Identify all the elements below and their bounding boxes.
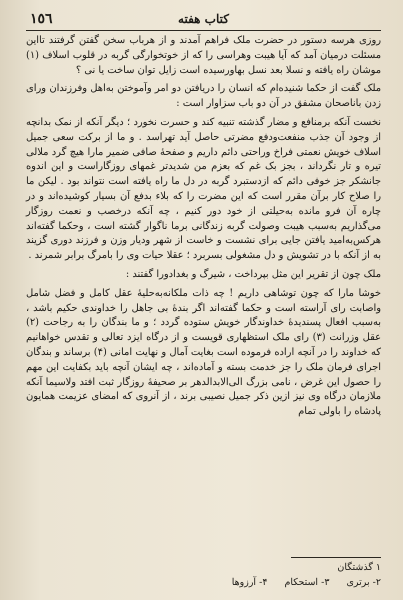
footnotes: [26, 557, 381, 590]
paragraph-1: روزی هرسه دستور در حضرت ملک فراهم آمدند و از هرباب سخن گفتن گرفتند تااین مسئلت درمیان آمد که آیا هیبت وهراسی را که از خوتخوارگی گربه در قلوب اسلاف (۱) موشان راه یافته و نسلا بعد نسل بهاورسیده است زایل توان ساخت یا نی ؟: [26, 35, 381, 76]
footnote-line-1: [26, 560, 381, 575]
page-header: [26, 10, 381, 31]
paragraph-3: نخست آنکه برمنافع و مضار گذشته تنبیه کند و حسرت نخورد ؛ دیگر آنکه از نمک بدانچه از وجود آن جذب منفعت‌ودفع مضرتی حاصل آید تهراسد . و ما از برکت سعی جمیل اسلاف خویش نعمتی فراخ وراحتی دائم داریم و صفحهٔ صافی ضمیر مارا هیچ گرد ملالی تیره و تار نگرداند ، بجز بک غم که بعزم من شدیدتر غمهای روزگاراست و این اندوه جانشکر جز خوفی دائم که ازدستبرد گربه در دل ما راه یافته است نتواند بود . لیکن ما را صلاح کار برآن مقرر است که این مضرت را که بلاء بدفع آن بسیار کوشیده‌اند و در چاره آن فرو مانده به‌حیلتی از خود دور کنیم ، چه آنکه درخصب و نعمت روزگار می‌گذاریم به‌سبب هیبت وصولت گربه زندگانی برما ناگوار گشته است ، وحکما گفته‌اند هرکس‌به‌امید یافتن جایی برای نشست و خاست از شهر ودیار وزن و فرزند دوری گزیند به از آنکه با در تشویش و دل مشغولی بسربرد ؛ عقلا حیات وی را بامرگ برابر شمرند .: [26, 116, 381, 262]
footnote-line-2: [26, 575, 381, 590]
footnote-1: ۱ گذشتگان: [337, 562, 381, 573]
page-number: ١٥٦: [30, 11, 53, 27]
footnote-4: ۴- آرزوها: [231, 577, 268, 588]
page-body: [26, 34, 381, 420]
paragraph-4: ملک چون از تقریر این مثل بپرداخت ، شیرگ و بغدادورا گفتند :: [125, 268, 381, 280]
running-title: کتاب هفته: [178, 12, 229, 26]
footnote-3: ۳- استحکام: [284, 577, 330, 588]
paragraph-2: ملک گفت از حکما شنیده‌ام که انسان را دریافتن دو امر وآموختن به‌اهل وفرزندان ورای زدن باناصحان مشفق در آن دو باب سزاوار است :: [26, 83, 381, 110]
paragraph-5: خوشا مارا که چون توشاهی داریم ! چه ذات ملکانه‌به‌حلیهٔ عقل کامل و فضل شامل واصابت رای آراسته است و حکما گفته‌اند اگر بندهٔ بی جاهل را خداوندی حکیم باشد ، به‌سبب افعال پسندیدهٔ خداوندگار خویش ستوده گردد ؛ و ما بندگان را به رجاحت (۲) عقل وزرانت (۳) رای ملک استظهاری قویست و از درگاه ایزد تعالی و تقدس خواهانیم که خداوند را در آنچه اراده فرموده است بغایت آمال و نهایت امانی (۴) برساند و بندگان اجرای فرمان ملک را جز خدمت بسته و آماده‌اند ، چه ایشان آنچه باید بکفایت این مهم را حصول این غرض ، نامی بزرگ الی‌الابدالدهر بر صحیفهٔ روزگار ثبت افتد ولاسیما آنکه ملازمان درگاه وی نیز ازین ذکر جمیل نصیبی برند ، از آنروی که امضای عزیمت همایون پادشاه را باولی تمام: [26, 287, 381, 418]
footnote-rule: [291, 557, 381, 558]
footnote-2: ۲- برتری: [346, 577, 381, 588]
